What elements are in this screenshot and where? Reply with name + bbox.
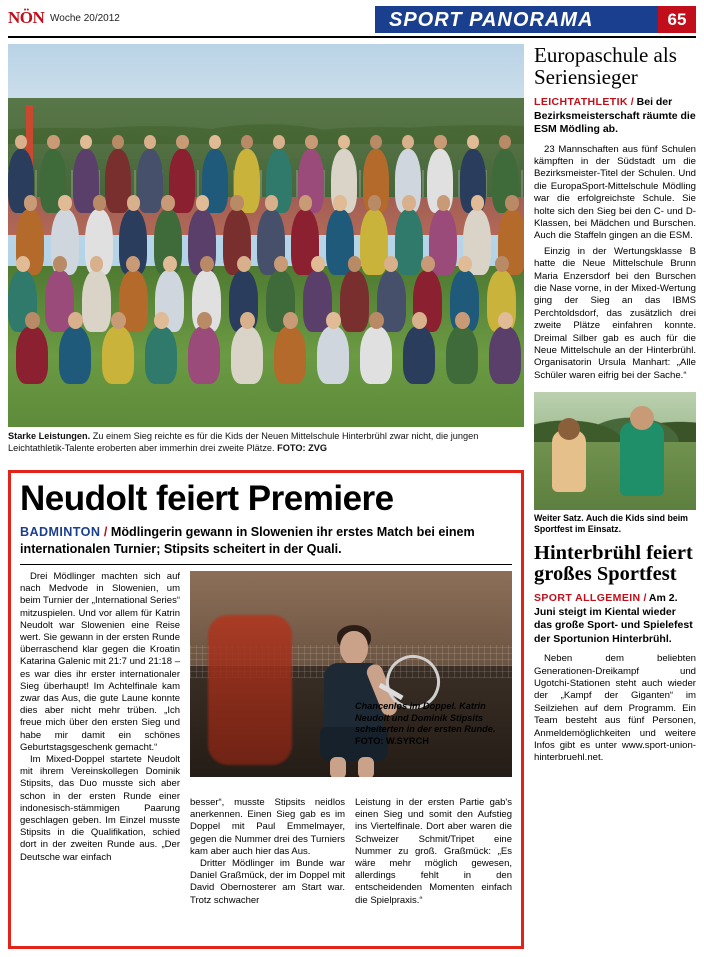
feature-article: [8, 470, 524, 949]
article2-kicker-slash: /: [643, 592, 647, 605]
article1-kicker-slash: /: [630, 96, 634, 108]
feature-col1-paragraph-2: Im Mixed-Doppel startete Neudolt mit ihrem Vereinskollegen Dominik Stipsits, das Duo musste sich aber schon in der ersten Runde einer indonesisch-stämmigen Paarung geschlagen geben. Im Einzel musste Stipsits in die Qualifikation, schied dort in der zweiten Runde aus. „Der Deutsche war einfach: [20, 754, 180, 863]
caption-lead: Starke Leistungen.: [8, 431, 91, 441]
feature-kicker-lead: Mödlingerin gewann in Slowenien ihr erstes Match bei einem internationalen Turnier; Stipsits scheitert in der Quali.: [20, 525, 475, 556]
feature-headline: Neudolt feiert Premiere: [20, 479, 394, 518]
section-title: SPORT PANORAMA: [389, 9, 594, 31]
feature-col3-paragraph-1: Leistung in der ersten Partie gab's einen Sieg und somit den Aufstieg ins Viertelfinale. Dort aber waren die Schweizer Schmit/Tripet eine Nummer zu groß. Graßmück: „Es wäre mehr möglich gewesen, allerdings fehlt in den entscheidenden Momenten einfach die Spielpraxis.“: [355, 797, 512, 906]
article1-paragraph-1: 23 Mannschaften aus fünf Schulen kämpften in der Südstadt um die Bezirksmeister-Titel der Schulen. Und die EuropaSport-Mittelschule Mödling war die erfolgreichste Schule. Sie holte sich den Sieg bei den C- und D-Klassen, bei Mädchen und Burschen. Auch die Staffeln gingen an die ESM.: [534, 143, 696, 242]
photo-credit: FOTO: ZVG: [277, 442, 327, 453]
page-number: 65: [658, 6, 696, 33]
article2-headline: Hinterbrühl feiert großes Sportfest: [534, 542, 693, 586]
photo-students-group: [8, 144, 524, 397]
article1-body: [534, 144, 696, 383]
article1-headline: Europaschule als Seriensieger: [534, 43, 677, 89]
team-photo: [8, 44, 524, 427]
article2-body: [534, 653, 696, 765]
feature-body: [20, 571, 512, 951]
background-player-blur: [208, 615, 292, 765]
feature-kicker-tag: BADMINTON: [20, 525, 101, 539]
feature-col2-paragraph-1: besser“, musste Stipsits neidlos anerkennen. Einen Sieg gab es im Doppel mit Paul Emmelmayer, gegen die Nummer drei des Turniers kam aber auch hier das Aus.: [190, 797, 345, 857]
article1-kicker: [534, 96, 696, 137]
child-figure-2: [620, 422, 664, 496]
article2-kicker-tag: SPORT ALLGEMEIN: [534, 592, 641, 605]
article1-kicker-lead: Bei der Bezirksmeisterschaft räumte die ESM Mödling ab.: [534, 96, 696, 135]
article2-kicker-lead: Am 2. Juni steigt im Kiental wieder das große Sport- und Spielefest der Sportunion Hinterbrühl.: [534, 592, 693, 645]
right-column: [534, 44, 696, 765]
sportfest-photo-caption: Weiter Satz. Auch die Kids sind beim Sportfest im Einsatz.: [534, 513, 688, 535]
page-footer: [0, 951, 704, 957]
feature-kicker-slash: /: [103, 525, 108, 539]
article2-kicker: [534, 592, 696, 646]
feature-photo-caption: [355, 701, 512, 747]
article1-kicker-tag: LEICHTATHLETIK: [534, 96, 628, 108]
player-figure: [306, 623, 402, 777]
article1-paragraph-2: Einzig in der Wertungsklasse B hatte die Neue Mittelschule Brunn Maria Enzersdorf bei den Burschen die Nase vorne, in der Mixed-Wertung ging der Sieg an das IBMS Perchtoldsdorf, das zusätzlich drei zweite Plätze einfahren konnte. Dreimal Silber gab es auch für die Neue Mittelschule an der Hinterbrühl. Organisatorin Ursula Manhart: „Alle Schüler waren eifrig bei der Sache.“: [534, 245, 696, 381]
feature-column-1: [20, 571, 180, 864]
caption-text: Zu einem Sieg reichte es für die Kids der Neuen Mittelschule Hinterbrühl zwar nicht, die jungen Leichtathletik-Talente eroberten aber immerhin drei zweite Plätze.: [8, 431, 479, 453]
player-head: [340, 631, 368, 665]
article2-paragraph-1: Neben dem beliebten Generationen-Dreikampf und Ugotchi-Stationen steht auch wieder der „Kampf der Giganten“ im Seilziehen auf dem Programm. Ein Team besteht aus fünf Personen, Anmeldemöglichkeiten und weitere Infos gibt es unter www.sport-union-hinterbruehl.net.: [534, 653, 696, 764]
top-photo-caption: [8, 431, 524, 454]
player-leg-left: [330, 757, 346, 777]
noen-logo: NÖN: [8, 8, 45, 27]
section-banner: [375, 6, 696, 33]
feature-column-3: [355, 797, 512, 907]
feature-kicker: [20, 524, 512, 557]
player-leg-right: [358, 757, 374, 777]
feature-col2-paragraph-2: Dritter Mödlinger im Bunde war Daniel Graßmück, der im Doppel mit David Obernosterer am Start war. Trotz schwacher: [190, 858, 345, 906]
feature-photo-credit: FOTO: W.SYRCH: [355, 735, 429, 746]
masthead-divider: [8, 36, 696, 38]
feature-photo-caption-text: Chancenlos im Doppel. Katrin Neudolt und Dominik Stipsits scheiterten in der ersten Runde.: [355, 701, 496, 735]
feature-col1-paragraph-1: Drei Mödlinger machten sich auf nach Medvode in Slowenien, um beim Turnier der „International Series“ mitzuspielen. Und vor allem für Katrin Neudolt war Slowenien eine Reise wert. Sie gewann in der ersten Runde überraschend klar gegen die Kroatin Katarina Galenic mit 21:7 und 21:18 – es war dies ihr erster internationaler Sieg überhaupt! Im Achtelfinale kam zwar das Aus, die gute Laune konnte dies aber nicht mehr trüben. „Ich freue mich über den ersten Sieg und habe mir damit ein schönes Geburtstagsgeschenk gemacht.“: [20, 571, 180, 753]
masthead: [8, 6, 696, 36]
feature-column-2: [190, 797, 345, 907]
sportfest-photo: [534, 392, 696, 510]
issue-week: Woche 20/2012: [50, 13, 120, 24]
feature-divider: [20, 564, 512, 565]
